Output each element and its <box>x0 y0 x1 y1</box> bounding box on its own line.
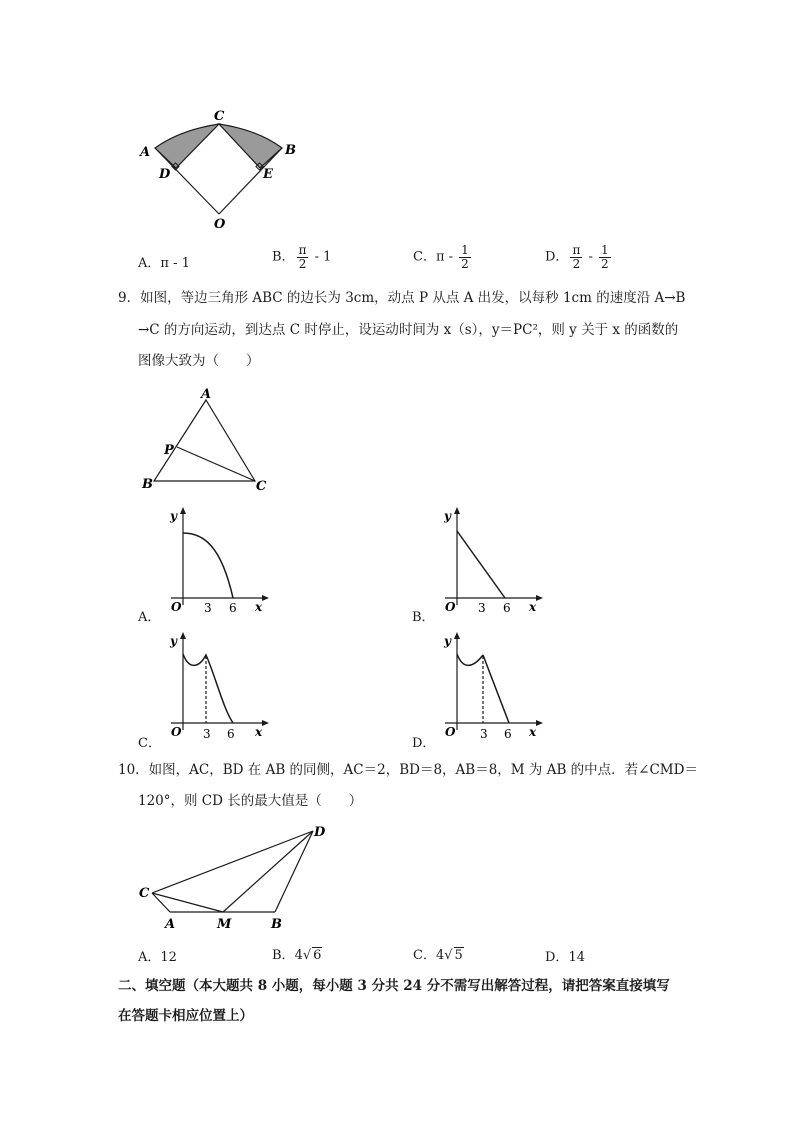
svg-text:6: 6 <box>503 601 511 615</box>
label-A: A <box>201 387 212 402</box>
fraction: $\frac{\pi}{2}$ <box>572 243 581 271</box>
section-2-heading-line-1: 二、填空题（本大题共 8 小题，每小题 3 分共 24 分不需写出解答过程，请把答案直接填写 <box>118 978 670 994</box>
q10-option-a[interactable]: A．12 <box>138 950 177 965</box>
label-C: C <box>214 109 225 124</box>
svg-text:3: 3 <box>204 601 212 615</box>
radical-sign: √ <box>444 948 453 963</box>
svg-text:x: x <box>529 600 537 614</box>
q10-figure <box>135 818 335 936</box>
q9-line-1: 9．如图，等边三角形 ABC 的边长为 3cm，动点 P 从点 A 出发，以每秒 1cm 的速度沿 A→B <box>118 290 686 306</box>
label-A: A <box>140 145 151 160</box>
label-M: M <box>217 917 232 932</box>
svg-text:6: 6 <box>504 727 512 741</box>
q10-option-c[interactable]: C．4√ 5 <box>413 948 463 963</box>
svg-text:O: O <box>445 725 456 739</box>
q9-option-b-letter[interactable]: B． <box>412 610 435 625</box>
label-B: B <box>285 143 296 158</box>
q8-option-c[interactable]: C．π - $\frac{1}{2}$ <box>413 243 469 271</box>
q10-line-2: 120°，则 CD 长的最大值是（ ） <box>138 793 363 809</box>
svg-text:x: x <box>529 725 537 739</box>
svg-text:O: O <box>445 600 456 614</box>
q9-triangle-figure <box>135 382 280 494</box>
q9-option-a-letter[interactable]: A． <box>138 610 161 625</box>
fraction: $\frac{1}{2}$ <box>601 243 609 271</box>
q9-option-c-letter[interactable]: C． <box>138 736 161 751</box>
svg-text:3: 3 <box>203 727 211 741</box>
svg-text:O: O <box>171 725 182 739</box>
q9-line-3: 图像大致为（ ） <box>138 353 260 369</box>
q9-graph-a[interactable] <box>163 505 273 617</box>
q10-option-d[interactable]: D．14 <box>545 950 585 965</box>
shaded-region-right <box>219 124 282 168</box>
radical-sign: √ <box>302 948 312 963</box>
label-D: D <box>314 825 326 840</box>
q9-line-2: →C 的方向运动，到达点 C 时停止，设运动时间为 x（s），y＝PC²，则 y 关于 x 的函数的 <box>138 322 679 338</box>
label-B: B <box>271 917 282 932</box>
svg-text:x: x <box>255 725 263 739</box>
q8-sector-figure <box>130 100 310 235</box>
q8-option-b[interactable]: B． $\frac{\pi}{2}$ - 1 <box>272 243 332 271</box>
label-B: B <box>142 477 153 492</box>
q8-option-a[interactable]: A．π - 1 <box>138 256 190 271</box>
q10-option-b[interactable]: B．4√ 6 <box>272 948 322 963</box>
svg-text:6: 6 <box>227 727 235 741</box>
svg-text:O: O <box>171 600 182 614</box>
label-O: O <box>214 217 226 232</box>
svg-text:6: 6 <box>229 601 237 615</box>
label-P: P <box>164 443 174 458</box>
svg-text:y: y <box>170 634 177 648</box>
fraction: $\frac{1}{2}$ <box>461 243 469 271</box>
q9-option-d-letter[interactable]: D． <box>412 736 436 751</box>
q8-option-d[interactable]: D． $\frac{\pi}{2}$ - $\frac{1}{2}$ <box>545 243 609 271</box>
q9-graph-d[interactable] <box>437 630 547 742</box>
fraction: $\frac{\pi}{2}$ <box>298 243 307 271</box>
q9-graph-c[interactable] <box>163 630 273 742</box>
q9-graph-b[interactable] <box>437 505 547 617</box>
label-A: A <box>165 917 176 932</box>
svg-text:3: 3 <box>478 601 486 615</box>
section-2-heading-line-2: 在答题卡相应位置上） <box>118 1008 253 1024</box>
svg-text:y: y <box>170 509 177 523</box>
shaded-region-left <box>155 124 219 168</box>
label-E: E <box>263 167 273 182</box>
label-D: D <box>159 167 171 182</box>
svg-text:y: y <box>444 509 451 523</box>
label-C: C <box>256 479 267 494</box>
svg-text:x: x <box>255 600 263 614</box>
svg-text:3: 3 <box>480 727 488 741</box>
label-C: C <box>139 886 150 901</box>
svg-text:y: y <box>444 634 451 648</box>
q10-line-1: 10．如图，AC，BD 在 AB 的同侧，AC＝2，BD＝8，AB＝8，M 为 AB 的中点．若∠CMD＝ <box>118 762 698 778</box>
